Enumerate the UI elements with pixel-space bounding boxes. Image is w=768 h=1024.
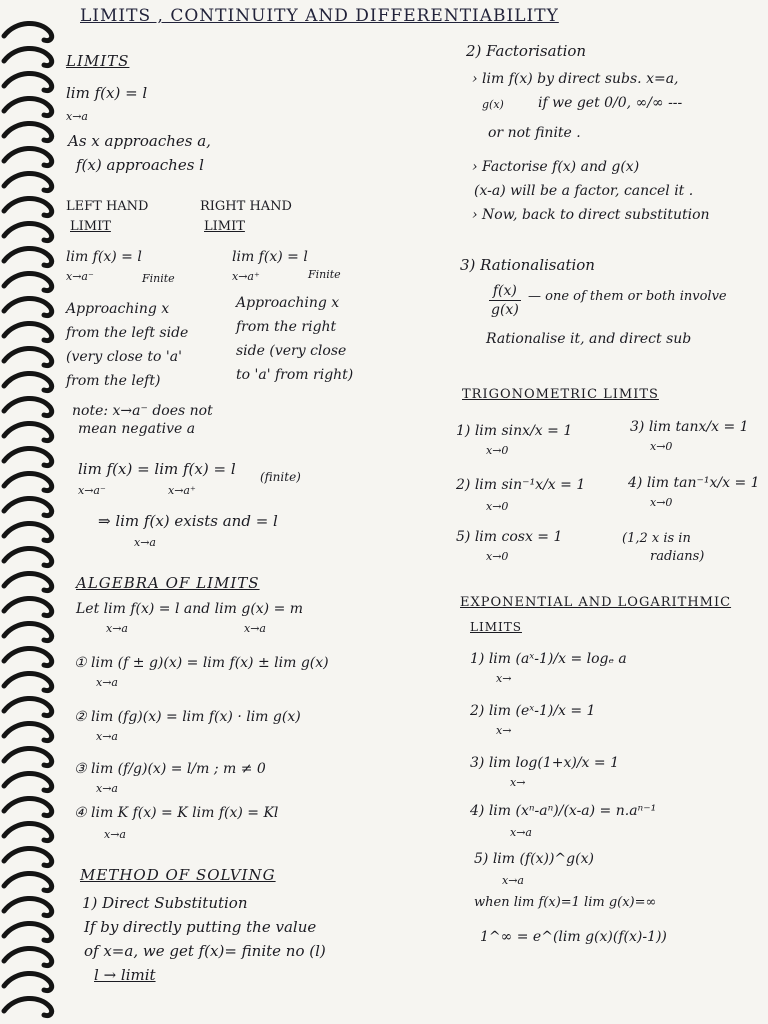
rhl-desc-line: side (very close: [236, 343, 347, 359]
spiral-ring: [4, 198, 52, 215]
trig-4: 4) lim tan⁻¹x/x = 1: [628, 475, 760, 491]
fact-line-4: › Factorise f(x) and g(x): [472, 159, 640, 175]
fact-line-5: (x-a) will be a factor, cancel it .: [474, 183, 694, 199]
trig-heading: TRIGONOMETRIC LIMITS: [462, 387, 659, 402]
fact-line-1: › lim f(x) by direct subs. x=a,: [472, 71, 679, 87]
spiral-ring: [4, 698, 52, 715]
spiral-ring: [4, 598, 52, 615]
trig-1: 1) lim sinx/x = 1: [456, 423, 573, 439]
rule-4: ④ lim K f(x) = K lim f(x) = Kl: [74, 805, 279, 821]
rhl-desc-line: to 'a' from right): [236, 367, 354, 383]
lhl-desc-line: Approaching x: [66, 301, 170, 317]
exp-2: 2) lim (eˣ-1)/x = 1: [470, 703, 596, 719]
spiral-ring: [4, 498, 52, 515]
spiral-ring: [4, 823, 52, 840]
fact-line-3: or not finite .: [488, 125, 581, 141]
spiral-ring: [4, 148, 52, 165]
rhl-expr: lim f(x) = l: [232, 249, 308, 265]
direct-heading: 1) Direct Substitution: [82, 894, 248, 912]
rhl-desc-line: Approaching x: [236, 295, 340, 311]
rule-1: ① lim (f ± g)(x) = lim f(x) ± lim g(x): [74, 655, 329, 671]
fact-line-2: if we get 0/0, ∞/∞ ---: [538, 95, 683, 111]
let-line: Let lim f(x) = l and lim g(x) = m: [76, 601, 304, 617]
spiral-ring: [4, 848, 52, 865]
direct-line-3: l → limit: [94, 966, 156, 984]
spiral-binding: [0, 0, 62, 1024]
spiral-ring: [4, 473, 52, 490]
fact-heading: 2) Factorisation: [466, 42, 587, 60]
spiral-ring: [4, 48, 52, 65]
trig-note-1: (1,2 x is in: [622, 531, 691, 546]
rat-heading: 3) Rationalisation: [460, 256, 595, 274]
spiral-ring: [4, 998, 52, 1015]
lhl-heading: LEFT HAND: [66, 199, 149, 214]
rat-fraction: $\frac{f(x)}{g(x)}$: [491, 283, 519, 318]
page-title: LIMITS , CONTINUITY AND DIFFERENTIABILITY: [80, 6, 559, 26]
spiral-ring: [4, 923, 52, 940]
method-heading: METHOD OF SOLVING: [80, 866, 276, 884]
spiral-ring: [4, 723, 52, 740]
as-line-1: As x approaches a,: [68, 132, 211, 150]
lhl-expr: lim f(x) = l: [66, 249, 142, 265]
spiral-ring: [4, 73, 52, 90]
equality-expr: lim f(x) = lim f(x) = l: [78, 460, 236, 478]
spiral-ring: [4, 423, 52, 440]
spiral-ring: [4, 973, 52, 990]
spiral-ring: [4, 948, 52, 965]
spiral-ring: [4, 873, 52, 890]
spiral-ring: [4, 248, 52, 265]
spiral-ring: [4, 448, 52, 465]
spiral-ring: [4, 348, 52, 365]
spiral-ring: [4, 623, 52, 640]
rhl-desc-line: from the right: [236, 319, 337, 335]
trig-note-2: radians): [650, 549, 705, 564]
spiral-ring: [4, 398, 52, 415]
spiral-ring: [4, 673, 52, 690]
trig-2: 2) lim sin⁻¹x/x = 1: [456, 477, 586, 493]
spiral-ring: [4, 648, 52, 665]
lhl-desc-line: from the left side: [66, 325, 189, 341]
lhl-desc-line: from the left): [66, 373, 161, 389]
when-line: when lim f(x)=1 lim g(x)=∞: [474, 895, 657, 910]
spiral-ring: [4, 523, 52, 540]
exp-3: 3) lim log(1+x)/x = 1: [470, 755, 619, 771]
implies-line: ⇒ lim f(x) exists and = l: [98, 512, 278, 530]
spiral-ring: [4, 273, 52, 290]
lhl-desc-line: (very close to 'a': [66, 349, 182, 365]
note-line-1: note: x→a⁻ does not: [72, 403, 213, 419]
algebra-heading: ALGEBRA OF LIMITS: [76, 574, 260, 592]
spiral-ring: [4, 548, 52, 565]
rat-line-1: — one of them or both involve: [528, 289, 727, 304]
spiral-ring: [4, 98, 52, 115]
rule-3: ③ lim (f/g)(x) = l/m ; m ≠ 0: [74, 761, 266, 777]
fact-line-6: › Now, back to direct substitution: [472, 207, 710, 223]
result-line: 1^∞ = e^(lim g(x)(f(x)-1)): [480, 929, 667, 945]
as-line-2: f(x) approaches l: [76, 156, 204, 174]
exp-4: 4) lim (xⁿ-aⁿ)/(x-a) = n.aⁿ⁻¹: [470, 803, 657, 819]
spiral-ring: [4, 798, 52, 815]
exp-5: 5) lim (f(x))^g(x): [474, 851, 594, 867]
spiral-ring: [4, 323, 52, 340]
spiral-ring: [4, 373, 52, 390]
direct-line-1: If by directly putting the value: [84, 918, 317, 936]
spiral-ring: [4, 773, 52, 790]
notebook-page: LIMITS , CONTINUITY AND DIFFERENTIABILITY LIMITS lim f(x) = l x→a As x approaches a, f(x) approaches l LEFT HAND LIMIT RIGHT HAND LIMIT lim f(x) = l x→a⁻ Finite lim f(x) = l x→a⁺ Finite Approaching x from the left side (very close to 'a' from the left) Approaching x from the right side (very close to 'a' from right) note: x→a⁻ does not mean negative a lim f(x) = lim f(x) = l x→a⁻ x→a⁺ (finite) ⇒ lim f(x) exists and = l x→a ALGEBRA OF LIMITS Let lim f(x) = l and lim g(x) = m x→a x→a ① lim (f ± g)(x) = lim f(x) ± lim g(x) x→a ② lim (fg)(x) = lim f(x) · lim g(x) x→a ③ lim (f/g)(x) = l/m ; m ≠ 0 x→a ④ lim K f(x) = K lim f(x) = Kl x→a METHOD OF SOLVING 1) Direct Substitution If by directly putting the value of x=a, we get f(x)= finite no (l) l → limit 2) Factorisation › lim f(x) by direct subs. x=a, if we get 0/0, ∞/∞ --- g(x) or not finite . › Factorise f(x) and g(x) (x-a) will be a factor, cancel it . › Now, back to direct substitution 3) Rationalisation $\frac{f(x)}{g(x)}$ — one of them or both involve Rationalise it, and direct sub TRIGONOMETRIC LIMITS 1) lim sinx/x = 1 3) lim tanx/x = 1 x→0 x→0 2) lim sin⁻¹x/x = 1 4) lim tan⁻¹x/x = 1 x→0 x→0 5) lim cosx = 1 x→0 (1,2 x is in radians) EXPONENTIAL AND LOGARITHMIC LIMITS 1) lim (aˣ-1)/x = logₑ a x→ 2) lim (eˣ-1)/x = 1 x→ 3) lim log(1+x)/x = 1 x→ 4) lim (xⁿ-aⁿ)/(x-a) = n.aⁿ⁻¹ x→a 5) lim (f(x))^g(x) x→a when lim f(x)=1 lim g(x)=∞ 1^∞ = e^(lim g(x)(f(x)-1)): [0, 0, 768, 1024]
limits-heading: LIMITS: [66, 52, 130, 70]
spiral-ring: [4, 573, 52, 590]
spiral-ring: [4, 123, 52, 140]
rhl-heading: RIGHT HAND: [200, 199, 292, 214]
rat-line-2: Rationalise it, and direct sub: [486, 331, 692, 347]
spiral-ring: [4, 173, 52, 190]
note-line-2: mean negative a: [78, 421, 196, 437]
spiral-ring: [4, 223, 52, 240]
spiral-ring: [4, 298, 52, 315]
trig-5: 5) lim cosx = 1: [456, 529, 563, 545]
direct-line-2: of x=a, we get f(x)= finite no (l): [84, 942, 326, 960]
trig-3: 3) lim tanx/x = 1: [630, 419, 749, 435]
exp-1: 1) lim (aˣ-1)/x = logₑ a: [470, 651, 627, 667]
spiral-ring: [4, 898, 52, 915]
lim-definition: lim f(x) = l: [66, 84, 148, 102]
spiral-ring: [4, 748, 52, 765]
exp-heading: EXPONENTIAL AND LOGARITHMIC: [460, 595, 732, 610]
spiral-ring: [4, 23, 52, 40]
rule-2: ② lim (fg)(x) = lim f(x) · lim g(x): [74, 709, 301, 725]
